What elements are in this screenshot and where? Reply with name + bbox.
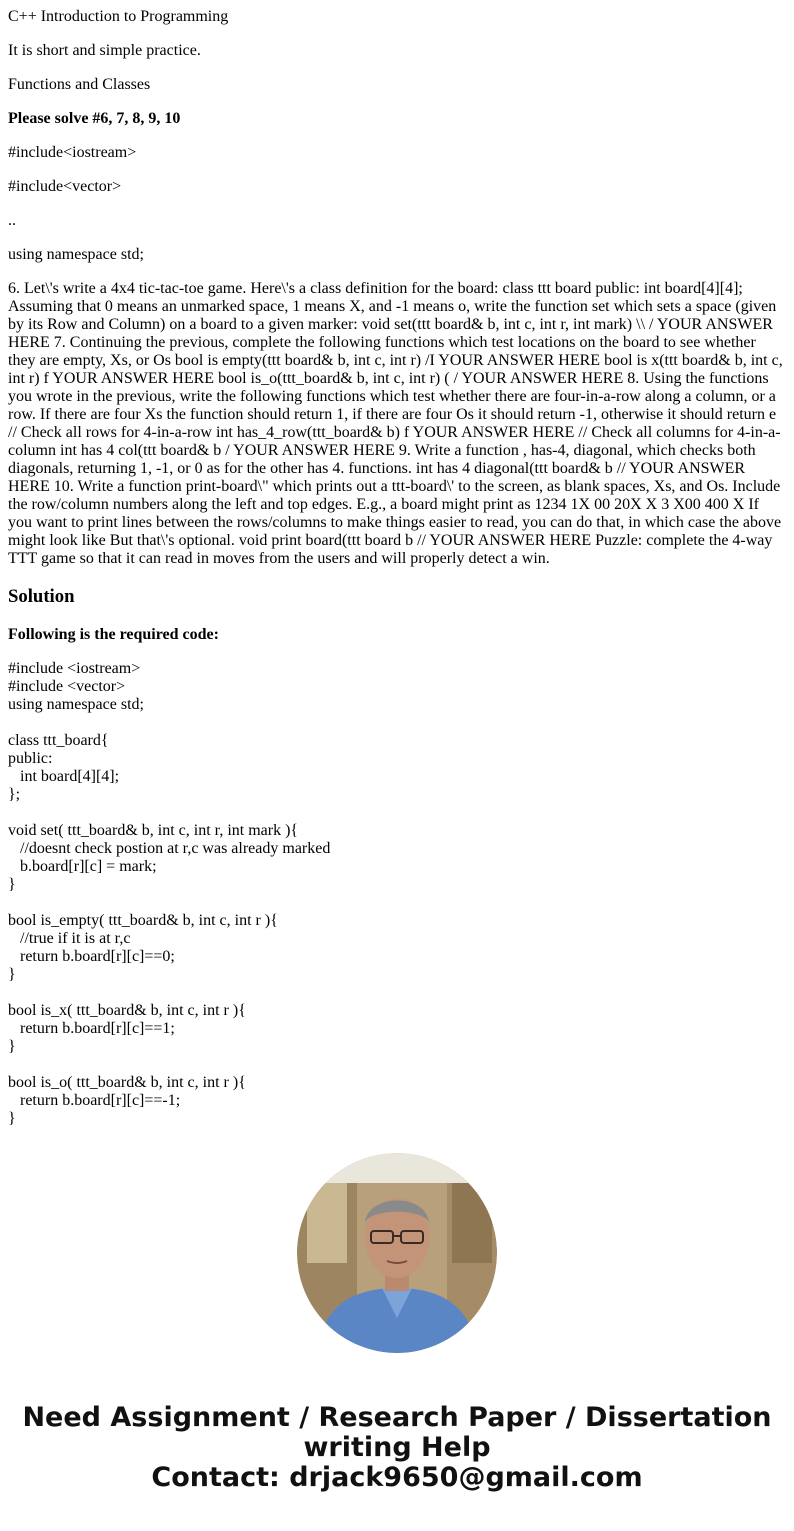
problem-text: 6. Let\'s write a 4x4 tic-tac-toe game. Here\'s a class definition for the board: class ttt board public: int board[4][4]; Assuming that 0 means an unmarked space, 1 means X, and -1 means o, write the function set which sets a space (given by its Row and Column) on a board to a given marker: void set(ttt board& b, int c, int r, int mark) \\ / YOUR ANSWER HERE 7. Continuing the previous, complete the following functions which test locations on the board to see whether they are empty, Xs, or Os bool is empty(ttt board& b, int c, int r) /I YOUR ANSWER HERE bool is x(ttt board& b, int c, int r) f YOUR ANSWER HERE bool is_o(ttt_board& b, int c, int r) ( / YOUR ANSWER HERE 8. Using the functions you wrote in the previous, write the following functions which test whether there are four-in-a-row along a column, or a row. If there are four Xs the function should return 1, if there are four Os it should return -1, otherwise it should return e // Check all rows for 4-in-a-row int has_4_row(ttt_board& b) f YOUR ANSWER HERE // Check all columns for 4-in-a-column int has 4 col(ttt board& b / YOUR ANSWER HERE 9. Write a function , has-4, diagonal, which checks both diagonals, returning 1, -1, or 0 as for the other has 4. functions. int has 4 diagonal(ttt board& b // YOUR ANSWER HERE 10. Write a function print-board\" which prints out a ttt-board\' to the screen, as blank spaces, Xs, and Os. Include the row/column numbers along the left and top edges. E.g., a board might print as 1234 1X 00 20X X 3 X00 400 X If you want to print lines between the rows/columns to make things easier to read, you can do that, in which case the above might look like But that\'s optional. void print board(ttt board b // YOUR ANSWER HERE Puzzle: complete the 4-way TTT game so that it can read in moves from the users and will properly detect a win. — [8, 280, 783, 567]
code-line: int board[4][4]; — [20, 768, 120, 785]
code-line: } — [8, 1038, 16, 1055]
doc-title: C++ Introduction to Programming — [8, 8, 229, 25]
code-line: return b.board[r][c]==-1; — [20, 1092, 181, 1109]
using-namespace: using namespace std; — [8, 246, 144, 263]
code-line: void set( ttt_board& b, int c, int r, int mark ){ — [8, 822, 299, 839]
code-line: bool is_empty( ttt_board& b, int c, int r ){ — [8, 912, 278, 929]
ad-line-2: writing Help — [303, 1432, 491, 1463]
code-line: return b.board[r][c]==0; — [20, 948, 175, 965]
ad-contact: Contact: drjack9650@gmail.com — [151, 1462, 643, 1493]
solution-code — [8, 660, 786, 1128]
code-line: using namespace std; — [8, 696, 144, 713]
doc-intro: It is short and simple practice. — [8, 42, 201, 59]
person-portrait-icon — [297, 1153, 497, 1353]
code-line: return b.board[r][c]==1; — [20, 1020, 175, 1037]
include-vector: #include<vector> — [8, 178, 122, 195]
code-line: } — [8, 966, 16, 983]
ad-banner — [0, 1403, 794, 1493]
ellipsis-line: .. — [8, 212, 16, 229]
code-line: bool is_o( ttt_board& b, int c, int r ){ — [8, 1074, 246, 1091]
code-line: } — [8, 876, 16, 893]
code-line: //true if it is at r,c — [20, 930, 131, 947]
ad-line-1: Need Assignment / Research Paper / Dissertation — [22, 1402, 772, 1433]
doc-topic: Functions and Classes — [8, 76, 151, 93]
code-line: public: — [8, 750, 53, 767]
code-line: } — [8, 1110, 16, 1127]
document — [0, 8, 794, 1128]
code-line: class ttt_board{ — [8, 732, 109, 749]
code-line: bool is_x( ttt_board& b, int c, int r ){ — [8, 1002, 246, 1019]
solution-heading: Solution — [8, 586, 75, 607]
code-line: //doesnt check postion at r,c was already marked — [20, 840, 331, 857]
solution-lead: Following is the required code: — [8, 626, 219, 643]
author-avatar — [297, 1153, 497, 1353]
code-line: }; — [8, 786, 21, 803]
code-line: #include <vector> — [8, 678, 126, 695]
include-iostream: #include<iostream> — [8, 144, 137, 161]
code-line: b.board[r][c] = mark; — [20, 858, 157, 875]
doc-request: Please solve #6, 7, 8, 9, 10 — [8, 110, 181, 127]
code-line: #include <iostream> — [8, 660, 141, 677]
